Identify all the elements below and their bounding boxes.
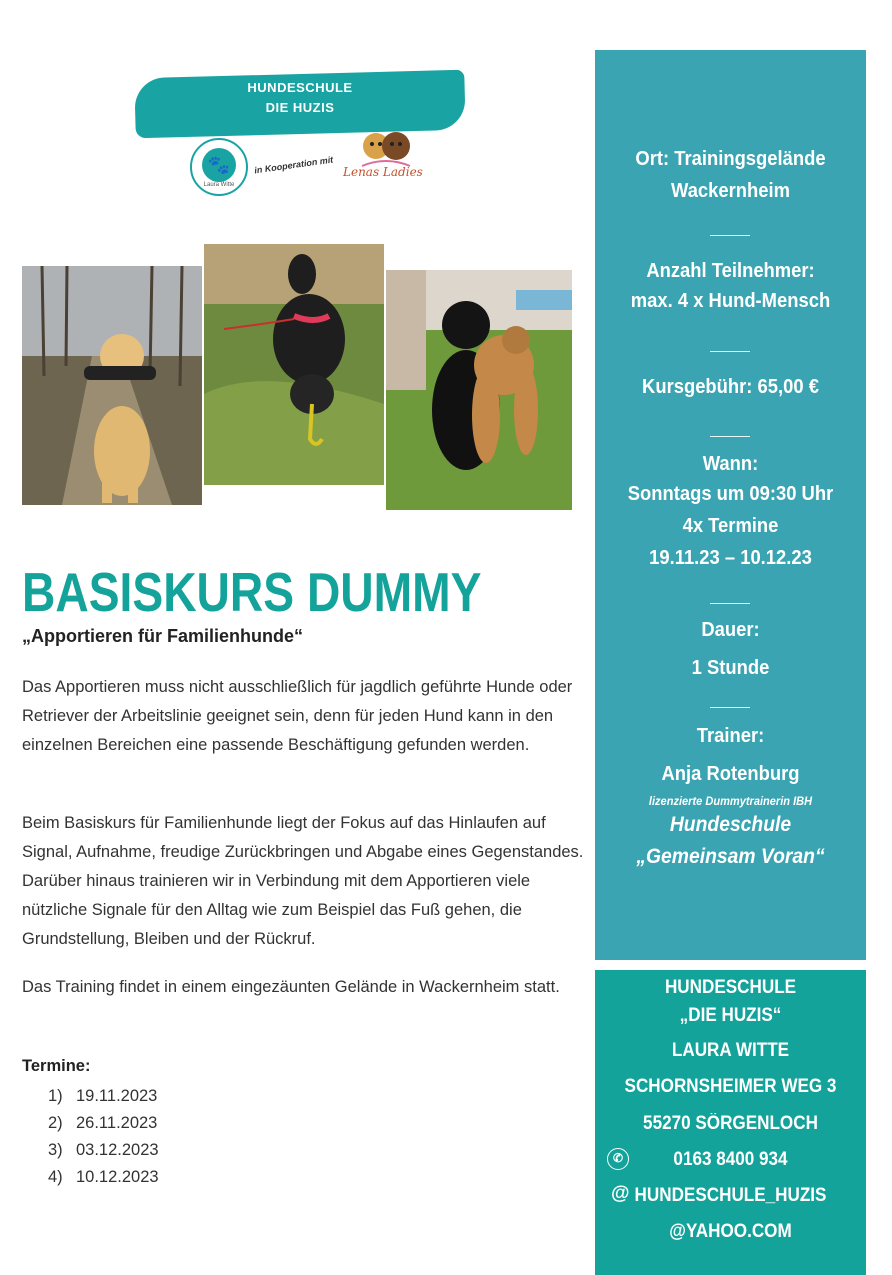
divider <box>710 707 750 708</box>
course-subtitle: „Apportieren für Familienhunde“ <box>22 626 304 646</box>
termine-item <box>48 1164 159 1191</box>
phone-icon: ✆ <box>607 1148 629 1170</box>
termine-date: 10.12.2023 <box>76 1168 159 1186</box>
divider <box>710 235 750 236</box>
logo-title-line1: HUNDESCHULE <box>247 80 353 95</box>
paw-icon: 🐾 <box>202 148 236 182</box>
info-when-label: Wann: <box>702 453 759 475</box>
info-participants-label: Anzahl Teilnehmer: <box>646 260 815 282</box>
description-paragraph-2: Beim Basiskurs für Familienhunde liegt der Fokus auf das Hinlaufen auf Signal, Aufnahme, freudige Zurückbringen und Abgabe eines Gegenstandes. Darüber hinaus trainieren wir in Verbindung mit dem Apportieren viele nützliche Signale für den Alltag wie zum Beispiel das Fuß gehen, die Grundstellung, Bleiben und der Rückruf. <box>22 814 584 948</box>
termine-item <box>48 1083 159 1110</box>
info-when-count: 4x Termine <box>682 515 779 537</box>
info-location-line2: Wackernheim <box>671 180 790 202</box>
logo-title <box>135 78 465 118</box>
photo-black-poodle-with-dummy <box>204 244 384 485</box>
info-trainer-title: lizenzierte Dummytrainerin IBH <box>648 794 813 808</box>
info-duration-value: 1 Stunde <box>691 657 770 679</box>
contact-name: LAURA WITTE <box>671 1040 790 1061</box>
contact-panel <box>595 970 866 1275</box>
partner-logo-text: Lenas Ladies <box>343 165 423 179</box>
contact-phone[interactable]: 0163 8400 934 <box>673 1149 788 1170</box>
contact-street: SCHORNSHEIMER WEG 3 <box>624 1076 837 1097</box>
termine-date: 26.11.2023 <box>76 1114 158 1132</box>
contact-city: 55270 SÖRGENLOCH <box>643 1113 818 1134</box>
course-title: BASISKURS DUMMY <box>22 561 482 623</box>
contact-email-line1[interactable]: HUNDESCHULE_HUZIS <box>634 1185 827 1206</box>
seal-text: Laura Witte <box>203 182 235 188</box>
at-icon: @ <box>611 1183 630 1204</box>
description-paragraph-1: Das Apportieren muss nicht ausschließlich für jagdlich geführte Hunde oder Retriever der Arbeitslinie geeignet sein, denn für jeden Hund kann in den einzelnen Bereichen eine passende Beschäftigung gefunden werden. <box>22 678 573 754</box>
info-location-line1: Ort: Trainingsgelände <box>635 148 826 170</box>
logo-title-line2: DIE HUZIS <box>265 100 335 115</box>
divider <box>710 351 750 352</box>
lenas-ladies-dogs-logo <box>358 126 414 168</box>
contact-school-line1: HUNDESCHULE <box>664 977 797 998</box>
info-fee: Kursgebühr: 65,00 € <box>642 376 819 398</box>
termine-heading: Termine: <box>22 1057 91 1075</box>
info-trainer-school-name: „Gemeinsam Voran“ <box>636 845 825 868</box>
course-info-panel <box>595 50 866 960</box>
info-trainer-name: Anja Rotenburg <box>661 763 800 785</box>
info-trainer-label: Trainer: <box>696 725 765 747</box>
info-duration-label: Dauer: <box>701 619 760 641</box>
contact-school-line2: „DIE HUZIS“ <box>679 1005 782 1026</box>
divider <box>710 603 750 604</box>
hundeschule-seal-logo <box>190 138 248 196</box>
divider <box>710 436 750 437</box>
cooperation-text: in Kooperation mit <box>253 154 334 176</box>
contact-email-line2[interactable]: @YAHOO.COM <box>669 1221 792 1242</box>
termine-date: 03.12.2023 <box>76 1141 159 1159</box>
photo-golden-retriever-with-dummy <box>22 266 202 505</box>
info-trainer-school: Hundeschule <box>669 813 792 836</box>
termine-date: 19.11.2023 <box>76 1087 158 1105</box>
description-paragraph-3: Das Training findet in einem eingezäunten Gelände in Wackernheim statt. <box>22 978 560 996</box>
termine-number: 1) <box>48 1087 63 1105</box>
termine-number: 4) <box>48 1168 63 1186</box>
termine-number: 3) <box>48 1141 63 1159</box>
info-when-time: Sonntags um 09:30 Uhr <box>627 483 834 505</box>
termine-number: 2) <box>48 1114 63 1132</box>
info-when-range: 19.11.23 – 10.12.23 <box>649 547 812 569</box>
photo-black-labrador-with-toy <box>386 270 572 510</box>
info-participants-value: max. 4 x Hund-Mensch <box>630 290 831 312</box>
termine-item <box>48 1110 159 1137</box>
termine-list <box>48 1083 159 1191</box>
termine-item <box>48 1137 159 1164</box>
